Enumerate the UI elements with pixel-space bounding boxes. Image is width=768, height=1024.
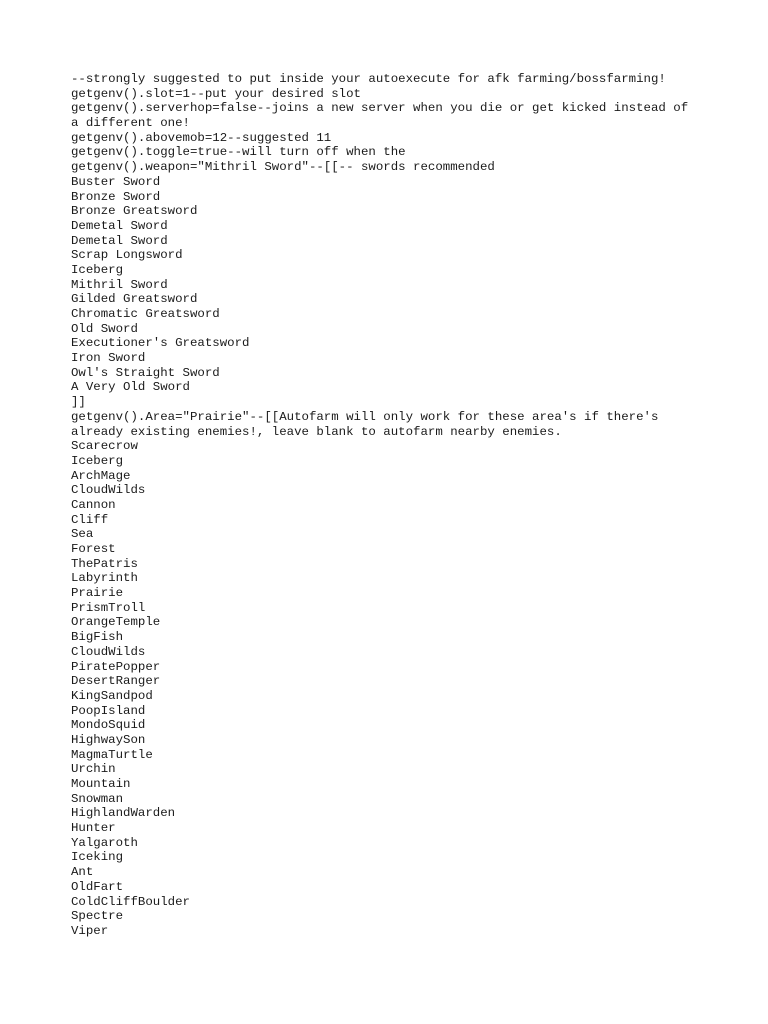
code-line: Sea	[71, 527, 94, 542]
code-line: Snowman	[71, 791, 124, 806]
code-line: HighwaySon	[71, 732, 146, 747]
code-line: MagmaTurtle	[71, 747, 153, 762]
code-line: Iceberg	[71, 453, 124, 468]
code-line: Bronze Greatsword	[71, 204, 198, 219]
code-line: Forest	[71, 542, 116, 556]
code-line: Buster Sword	[71, 174, 161, 189]
code-line: PiratePopper	[71, 659, 161, 674]
code-line: Scrap Longsword	[71, 248, 183, 263]
code-line: Mithril Sword	[71, 277, 168, 292]
code-line: CloudWilds	[71, 483, 146, 498]
code-line: Labyrinth	[71, 571, 138, 586]
code-line: KingSandpod	[71, 688, 153, 703]
code-line: Executioner's Greatsword	[71, 336, 250, 351]
code-line: getgenv().Area="Prairie"--[[Autofarm will only work for these area's if there's	[71, 409, 659, 424]
code-line: Hunter	[71, 821, 116, 836]
code-line: Ant	[71, 865, 94, 880]
code-line: Cliff	[71, 512, 109, 527]
code-line: Viper	[71, 923, 109, 938]
code-line: getgenv().serverhop=false--joins a new server when you die or get kicked instead of	[71, 101, 689, 116]
code-line: Prairie	[71, 586, 124, 601]
code-line: Yalgaroth	[71, 835, 138, 850]
code-line: Scarecrow	[71, 439, 138, 454]
code-line: already existing enemies!, leave blank to autofarm nearby enemies.	[71, 424, 562, 439]
code-line: Iceking	[71, 850, 124, 865]
code-line: Demetal Sword	[71, 218, 168, 233]
code-line: ]]	[71, 395, 86, 410]
code-line: Urchin	[71, 762, 116, 777]
code-line: CloudWilds	[71, 644, 146, 659]
code-line: ColdCliffBoulder	[71, 894, 190, 909]
code-line: Cannon	[71, 497, 116, 512]
code-line: DesertRanger	[71, 674, 161, 689]
code-line: PrismTroll	[71, 600, 146, 615]
code-line: Chromatic Greatsword	[71, 307, 220, 321]
code-line: OldFart	[71, 879, 124, 894]
code-line: Mountain	[71, 777, 131, 791]
code-line: HighlandWarden	[71, 806, 176, 821]
code-line: getgenv().abovemob=12--suggested 11	[71, 130, 332, 145]
code-line: ThePatris	[71, 556, 138, 571]
code-line: getgenv().weapon="Mithril Sword"--[[-- swords recommended	[71, 160, 495, 175]
code-line: PoopIsland	[71, 703, 146, 718]
code-line: a different one!	[71, 116, 190, 131]
code-line: Gilded Greatsword	[71, 292, 198, 307]
code-line: getgenv().slot=1--put your desired slot	[71, 86, 361, 101]
code-line: getgenv().toggle=true--will turn off when the	[71, 145, 406, 160]
code-line: Old Sword	[71, 321, 138, 336]
code-line: OrangeTemple	[71, 615, 161, 630]
code-line: Owl's Straight Sword	[71, 365, 220, 380]
code-line: Demetal Sword	[71, 233, 168, 248]
code-line: Iron Sword	[71, 351, 146, 366]
code-line: MondoSquid	[71, 718, 146, 733]
code-line: Iceberg	[71, 262, 124, 277]
code-line: Spectre	[71, 909, 124, 924]
code-line: BigFish	[71, 630, 124, 645]
document-text-body	[71, 72, 711, 939]
code-line: --strongly suggested to put inside your autoexecute for afk farming/bossfarming!	[71, 72, 666, 86]
code-line: Bronze Sword	[71, 189, 161, 204]
code-line: ArchMage	[71, 468, 131, 483]
code-line: A Very Old Sword	[71, 380, 190, 395]
